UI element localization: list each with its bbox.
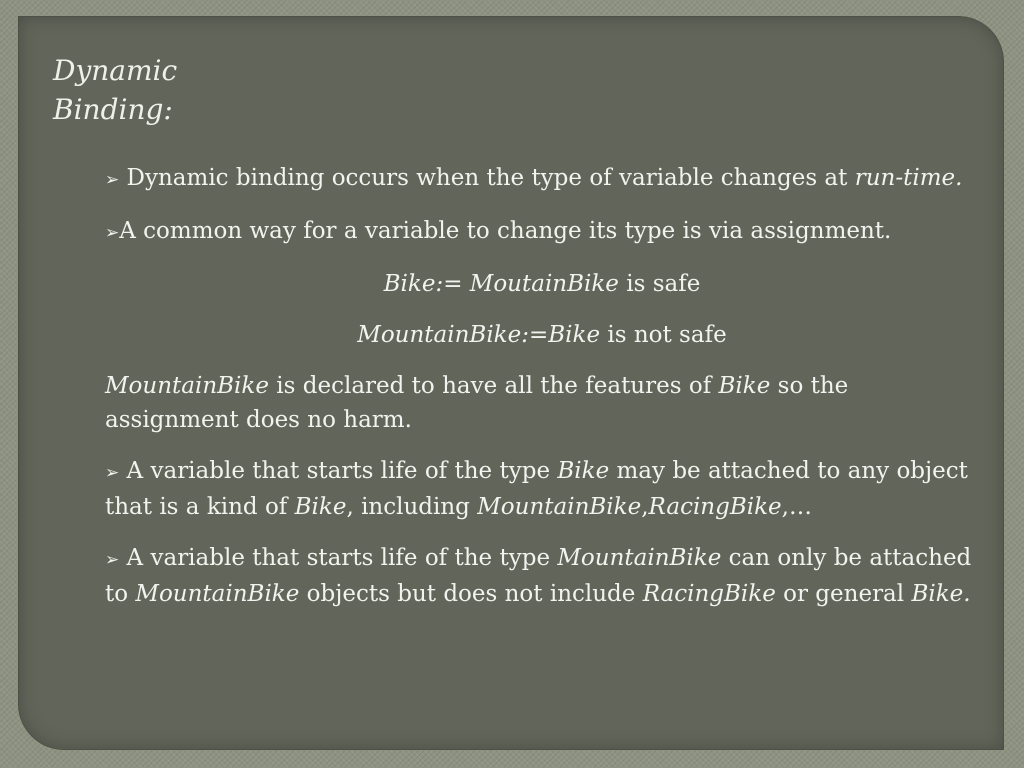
slide-title-line2: Binding: xyxy=(53,93,173,126)
slide-panel xyxy=(18,16,1004,750)
example-safe: Bike:= MoutainBike is safe xyxy=(383,271,701,297)
explanation-paragraph: MountainBike is declared to have all the features of Bike so the assignment does no harm. xyxy=(105,373,849,433)
arrow-bullet-icon: ➢ xyxy=(105,550,120,570)
slide-title xyxy=(53,51,253,129)
bullet-paragraph-3: ➢ A variable that starts life of the type Bike may be attached to any object that is a kind of Bike, including MountainBike,RacingBike,… xyxy=(105,458,968,520)
arrow-bullet-icon: ➢ xyxy=(105,223,120,243)
example-not-safe: MountainBike:=Bike is not safe xyxy=(357,322,727,348)
bullet-paragraph-1: ➢ Dynamic binding occurs when the type of variable changes at run-time. xyxy=(105,165,963,191)
arrow-bullet-icon: ➢ xyxy=(105,170,120,190)
slide-title-line1: Dynamic xyxy=(53,54,178,87)
slide-body xyxy=(105,161,979,628)
bullet-paragraph-2: ➢A common way for a variable to change its type is via assignment. xyxy=(105,218,892,244)
arrow-bullet-icon: ➢ xyxy=(105,463,120,483)
bullet-paragraph-4: ➢ A variable that starts life of the type MountainBike can only be attached to MountainBike objects but does not include RacingBike or general Bike. xyxy=(105,545,972,607)
